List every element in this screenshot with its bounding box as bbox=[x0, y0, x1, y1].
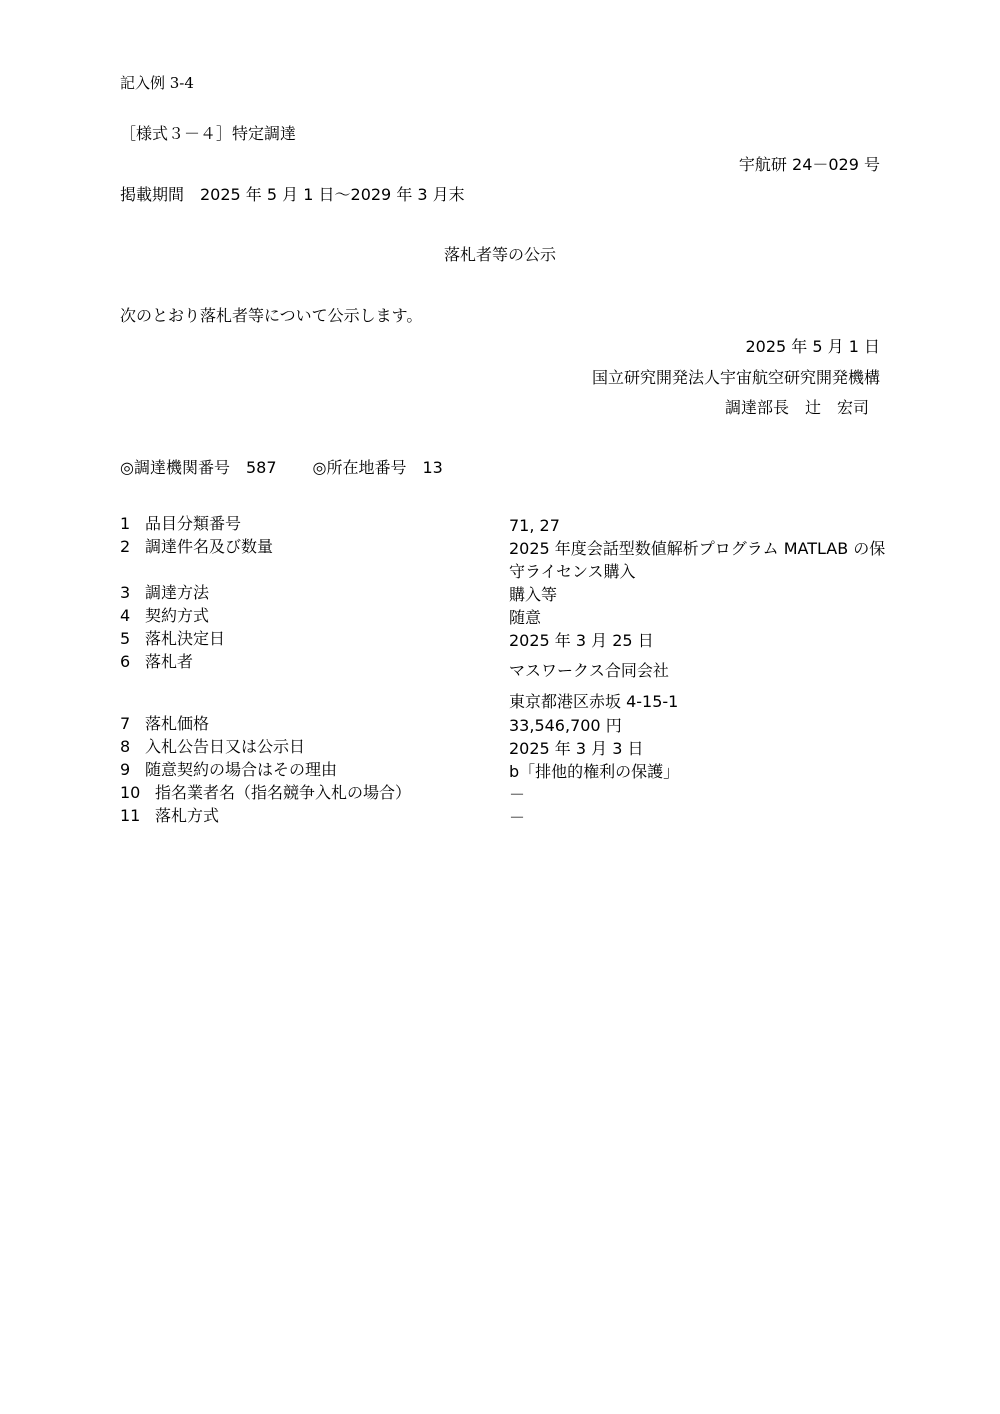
item-value: 随意 bbox=[509, 608, 542, 627]
document-title: 落札者等の公示 bbox=[443, 245, 556, 264]
item-number: 1 bbox=[120, 514, 131, 533]
item-number: 5 bbox=[120, 629, 131, 648]
item-number: 6 bbox=[120, 652, 131, 671]
item-label: 品目分類番号 bbox=[145, 514, 242, 533]
item-value: 購入等 bbox=[509, 585, 558, 604]
publication-date: 2025 年 5 月 1 日 bbox=[745, 337, 880, 356]
item-label: 指名業者名（指名競争入札の場合） bbox=[155, 783, 412, 802]
item-number: 8 bbox=[120, 737, 131, 756]
agency-code: ◎調達機関番号 587 bbox=[120, 458, 277, 477]
item-label: 入札公告日又は公示日 bbox=[145, 737, 306, 756]
item-number: 3 bbox=[120, 583, 131, 602]
code-line bbox=[120, 458, 443, 478]
item-number: 9 bbox=[120, 760, 131, 779]
item-number: 10 bbox=[120, 783, 141, 802]
item-value: 71, 27 bbox=[509, 516, 560, 535]
example-label: 記入例 3-4 bbox=[120, 74, 194, 92]
item-value: － bbox=[509, 785, 526, 804]
item-label: 落札決定日 bbox=[145, 629, 226, 648]
awardee-address: 東京都港区赤坂 4-15-1 bbox=[509, 692, 679, 711]
item-value: b「排他的権利の保護」 bbox=[509, 762, 680, 781]
item-label: 随意契約の場合はその理由 bbox=[145, 760, 338, 779]
item-label: 契約方式 bbox=[145, 606, 210, 625]
item-label: 落札価格 bbox=[145, 714, 210, 733]
item-value: 2025 年 3 月 3 日 bbox=[509, 739, 644, 758]
item-label: 落札方式 bbox=[155, 806, 220, 825]
item-value: － bbox=[509, 808, 526, 827]
intro-text: 次のとおり落札者等について公示します。 bbox=[120, 306, 423, 325]
awardee-name: マスワークス合同会社 bbox=[509, 661, 669, 680]
item-number: 7 bbox=[120, 714, 131, 733]
official-name: 調達部長 辻 宏司 bbox=[724, 398, 869, 417]
item-number: 11 bbox=[120, 806, 141, 825]
item-value: 2025 年度会話型数値解析プログラム MATLAB の保守ライセンス購入 bbox=[509, 539, 886, 581]
organization-name: 国立研究開発法人宇宙航空研究開発機構 bbox=[591, 368, 880, 387]
item-label: 落札者 bbox=[145, 652, 194, 671]
location-code: ◎所在地番号 13 bbox=[312, 458, 443, 477]
reference-number: 宇航研 24－029 号 bbox=[738, 155, 880, 174]
item-value: 33,546,700 円 bbox=[509, 716, 622, 735]
item-number: 4 bbox=[120, 606, 131, 625]
posting-period: 掲載期間 2025 年 5 月 1 日～2029 年 3 月末 bbox=[120, 185, 465, 204]
item-label: 調達件名及び数量 bbox=[145, 537, 274, 556]
item-label: 調達方法 bbox=[145, 583, 210, 602]
item-number: 2 bbox=[120, 537, 131, 556]
item-value: 2025 年 3 月 25 日 bbox=[509, 631, 654, 650]
form-label: ［様式３－４］特定調達 bbox=[120, 124, 297, 143]
